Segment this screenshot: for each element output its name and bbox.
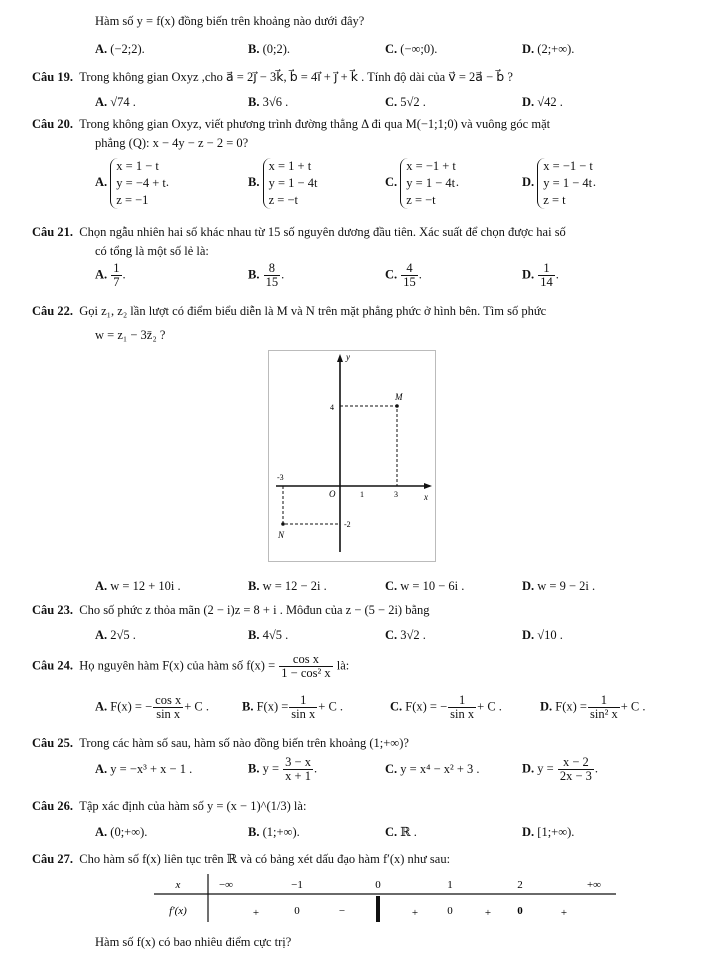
q22-stem-line1: Câu 22. Gọi z₁, z₂ lần lượt có điểm biểu diễn là M và N trên mặt phẳng phức ở hình bên. Tìm số phức xyxy=(32,304,547,318)
x-value: 0 xyxy=(375,879,381,891)
q21-option-c: C. $\frac{4}{15}$ . xyxy=(385,261,422,290)
q22-option-c: C. w = 10 − 6i . xyxy=(385,579,465,593)
q19-stem: Câu 19. Trong không gian Oxyz ,cho a⃗ = 2j⃗ − 3k⃗, b⃗ = 4i⃗ + j⃗ + k⃗ . Tính độ dài của v⃗ = 2a⃗ − b⃗ ? xyxy=(32,70,513,84)
q25-option-a: A. y = −x³ + x − 1 . xyxy=(95,762,193,776)
y-axis-label: y xyxy=(346,352,350,362)
q25-stem: Câu 25. Trong các hàm số sau, hàm số nào đồng biến trên khoảng (1;+∞)? xyxy=(32,736,409,750)
q21-stem-line2: có tổng là một số lẻ là: xyxy=(95,244,209,258)
table-fprime-label: f′(x) xyxy=(169,905,187,917)
q24-option-d: D. F(x) = $\frac{1}{\text{sin² x}}$ + C . xyxy=(540,693,646,722)
q21-option-d: D. $\frac{1}{14}$ . xyxy=(522,261,559,290)
q21-stem-line1: Câu 21. Chọn ngẫu nhiên hai số khác nhau từ 15 số nguyên dương đầu tiên. Xác suất để chọn được hai số xyxy=(32,225,566,239)
q23-option-d: D. √10 . xyxy=(522,628,563,642)
q23-option-a: A. 2√5 . xyxy=(95,628,136,642)
tick-label-1: 1 xyxy=(360,490,364,499)
q22-option-a: A. w = 12 + 10i . xyxy=(95,579,181,593)
q20-option-c: C. x = −1 + t y = 1 − 4t z = −t . xyxy=(385,159,460,207)
x-axis-label: x xyxy=(424,492,428,502)
q20-option-b: B. x = 1 + t y = 1 − 4t z = −t xyxy=(248,159,318,207)
origin-label: O xyxy=(329,489,336,499)
sign-value: 0 xyxy=(294,905,300,917)
table-x-label: x xyxy=(175,879,181,891)
sign-value: + xyxy=(560,907,568,919)
sign-value: + xyxy=(411,907,419,919)
q24-option-b: B. F(x) = $\frac{1}{\text{sin x}}$ + C . xyxy=(242,693,344,722)
q18-option-a: A. (−2;2). xyxy=(95,42,145,56)
q20-stem-line2: phẳng (Q): x − 4y − z − 2 = 0? xyxy=(95,136,249,150)
tick-label-3: 3 xyxy=(394,490,398,499)
q19-option-b: B. 3√6 . xyxy=(248,95,289,109)
q26-stem: Câu 26. Tập xác định của hàm số y = (x − 1)^(1/3) là: xyxy=(32,799,307,813)
sign-value: − xyxy=(338,905,346,917)
q20-option-d: D. x = −1 − t y = 1 − 4t z = t . xyxy=(522,159,597,207)
q19-option-d: D. √42 . xyxy=(522,95,563,109)
sign-value: 0 xyxy=(517,905,523,917)
q25-option-b: B. y = $\frac{3 - x}{x + 1}$ . xyxy=(248,755,318,784)
q21-option-a: A. $\frac{1}{7}$ . xyxy=(95,261,126,290)
x-value: 2 xyxy=(517,879,523,891)
q18-option-d: D. (2;+∞). xyxy=(522,42,575,56)
q18-option-c: C. (−∞;0). xyxy=(385,42,438,56)
tick-label-neg2: -2 xyxy=(344,520,351,529)
q23-option-c: C. 3√2 . xyxy=(385,628,426,642)
q24-option-a: A. F(x) = − $\frac{\text{cos x}}{\text{sin x}}$ + C . xyxy=(95,693,209,722)
q26-option-b: B. (1;+∞). xyxy=(248,825,300,839)
q27-question: Hàm số f(x) có bao nhiêu điểm cực trị? xyxy=(95,935,292,949)
q26-option-a: A. (0;+∞). xyxy=(95,825,148,839)
q19-option-c: C. 5√2 . xyxy=(385,95,426,109)
q25-option-c: C. y = x⁴ − x² + 3 . xyxy=(385,762,480,776)
q18-option-b: B. (0;2). xyxy=(248,42,291,56)
q23-stem: Câu 23. Cho số phức z thỏa mãn (2 − i)z = 8 + i . Môđun của z − (5 − 2i) bằng xyxy=(32,603,430,617)
q20-option-a: A. x = 1 − t y = −4 + t z = −1 . xyxy=(95,159,170,207)
q21-option-b: B. $\frac{8}{15}$ . xyxy=(248,261,285,290)
point-n-label: N xyxy=(278,530,285,540)
equation-system: x = −1 + t y = 1 − 4t z = −t xyxy=(400,158,456,209)
point-m xyxy=(395,404,399,408)
q18-stem: Hàm số y = f(x) đồng biến trên khoảng nào dưới đây? xyxy=(95,14,365,28)
q27-stem: Câu 27. Cho hàm số f(x) liên tục trên ℝ và có bảng xét dấu đạo hàm f′(x) như sau: xyxy=(32,852,451,866)
q24-option-c: C. F(x) = − $\frac{1}{\text{sin x}}$ + C . xyxy=(390,693,502,722)
point-m-label: M xyxy=(395,392,403,402)
q23-option-b: B. 4√5 . xyxy=(248,628,289,642)
x-value: +∞ xyxy=(586,879,602,891)
point-n xyxy=(281,522,285,526)
sign-value: 0 xyxy=(447,905,453,917)
equation-system: x = −1 − t y = 1 − 4t z = t xyxy=(537,158,593,209)
derivative-sign-table xyxy=(150,872,620,924)
tick-label-neg3: -3 xyxy=(277,473,284,482)
q22-stem-line2: w = z₁ − 3z̄₂ ? xyxy=(95,328,166,342)
q25-option-d: D. y = $\frac{x - 2}{2x - 3}$ . xyxy=(522,755,599,784)
equation-system: x = 1 + t y = 1 − 4t z = −t xyxy=(263,158,318,209)
q22-option-d: D. w = 9 − 2i . xyxy=(522,579,596,593)
q20-stem-line1: Câu 20. Trong không gian Oxyz, viết phương trình đường thẳng Δ đi qua M(−1;1;0) và vuông góc mặt xyxy=(32,117,551,131)
x-value: −∞ xyxy=(218,879,234,891)
q19-option-a: A. √74 . xyxy=(95,95,136,109)
x-value: 1 xyxy=(447,879,453,891)
q26-option-d: D. [1;+∞). xyxy=(522,825,575,839)
q24-stem: Câu 24. Họ nguyên hàm F(x) của hàm số f(x) = $\frac{\text{cos x}}{\text{1 − cos² x}}$ là: xyxy=(32,652,350,681)
equation-system: x = 1 − t y = −4 + t z = −1 xyxy=(110,158,166,209)
sign-value: + xyxy=(484,907,492,919)
complex-plane-figure xyxy=(268,350,436,562)
sign-value: + xyxy=(252,907,260,919)
x-value: −1 xyxy=(291,879,303,891)
tick-label-4: 4 xyxy=(330,403,334,412)
q26-option-c: C. ℝ . xyxy=(385,825,417,839)
q22-option-b: B. w = 12 − 2i . xyxy=(248,579,327,593)
